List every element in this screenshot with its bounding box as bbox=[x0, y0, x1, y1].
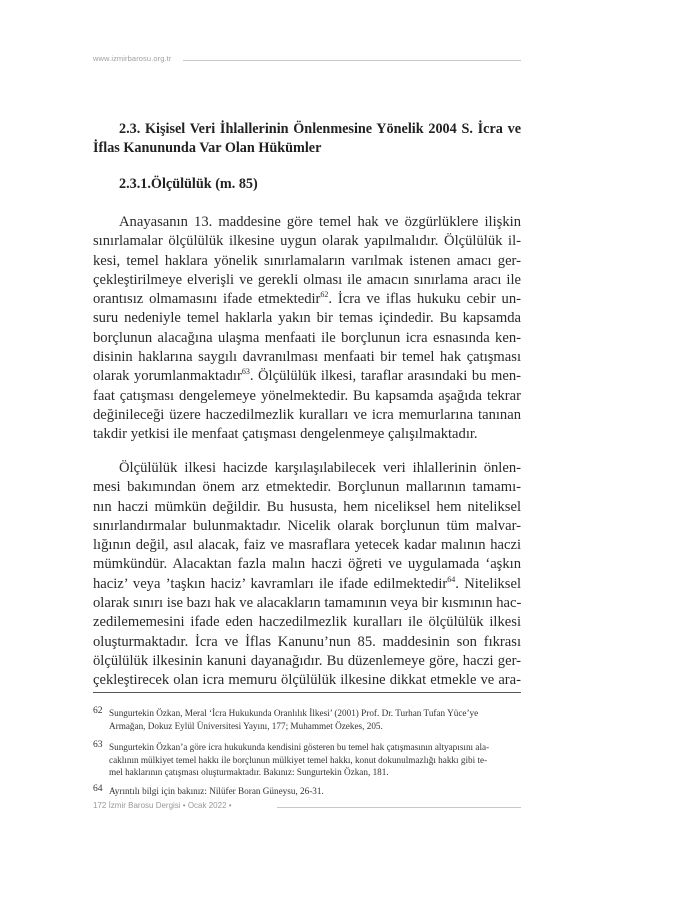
paragraph-line: olarak sınırı ise bazı hak ve alacakların tamamının veya bir kısmının hac- bbox=[93, 595, 522, 612]
line-part: olarak yorumlanmaktadır bbox=[93, 368, 242, 385]
footnote-ref-64[interactable]: 64 bbox=[447, 574, 456, 584]
paragraph-line: takdir yetkisi ile menfaat çatışması dengelenmeye çalışılmaktadır. bbox=[93, 426, 478, 443]
paragraph-line: nın haczi mümkün değildir. Bu hususta, hem niceliksel hem niteliksel bbox=[93, 498, 521, 515]
footnote-62 bbox=[93, 707, 521, 732]
header-rule bbox=[183, 60, 521, 61]
line-part: . Niteliksel bbox=[455, 575, 522, 592]
paragraph-line: Anayasanın 13. maddesine göre temel hak ve özgürlüklere ilişkin bbox=[119, 214, 521, 230]
paragraph-line: suru nedeniyle temel haklarla yakın bir temas içindedir. Bu kapsamda bbox=[93, 310, 521, 327]
footnote-number: 64 bbox=[93, 783, 103, 794]
paragraph-line: disinin haklarına saygılı davranılması menfaati bir temel hak çatışması bbox=[93, 349, 521, 366]
paragraph-line bbox=[93, 367, 521, 386]
footer-rule bbox=[277, 807, 521, 808]
paragraph-line: zedilememesini ifade eden haczedilmezlik kuralları ile ölçülülük ilkesi bbox=[93, 614, 521, 631]
section-heading-2-3: 2.3. Kişisel Veri İhlallerinin Önlenmesine Yönelik 2004 S. İcra ve İflas Kanununda Var Olan Hükümler bbox=[93, 121, 521, 156]
line-part: haciz’ veya ’taşkın haciz’ kavramları ile ifade edilmektedir bbox=[93, 575, 448, 592]
footnote-63 bbox=[93, 741, 521, 779]
paragraph-line bbox=[93, 290, 521, 309]
page-footer bbox=[93, 801, 521, 813]
paragraph-line: faat çatışması dengelemeye yönelmektedir. Bu kapsamda aşağıda tekrar bbox=[93, 387, 521, 404]
footnote-line: caklının mülkiyet temel hakkı ile borçlunun mülkiyet temel hakkı, konut dokunulmazlığı hakkı gibi te- bbox=[109, 754, 488, 765]
footnote-line: mel haklarının çatışması oluşturmaktadır. Bakınız: Sungurtekin Özkan, 181. bbox=[109, 767, 389, 778]
paragraph-line bbox=[93, 575, 521, 594]
footnote-line: Ayrıntılı bilgi için bakınız: Nilüfer Boran Güneysu, 26-31. bbox=[109, 786, 324, 796]
paragraph-line: lığının değil, asıl alacak, faiz ve masraflara yetecek kadar malının haczi bbox=[93, 537, 521, 554]
footnote-line: Armağan, Dokuz Eylül Üniversitesi Yayını, 177; Muhammet Özekes, 205. bbox=[109, 720, 383, 731]
paragraph-2 bbox=[93, 459, 521, 691]
line-part: . Ölçülülük ilkesi, taraflar arasındaki bu men- bbox=[249, 368, 521, 385]
footnote-number: 62 bbox=[93, 705, 103, 716]
paragraph-line: sınırlamalar ölçülülük ilkesine uygun olarak yapılmalıdır. Ölçülülük il- bbox=[93, 233, 521, 250]
footnote-line: Sungurtekin Özkan’a göre icra hukukunda kendisini gösteren bu temel hak çatışmasının altyapısını ala- bbox=[109, 742, 490, 752]
footnote-line: Sungurtekin Özkan, Meral ‘İcra Hukukunda Oranlılık İlkesi’ (2001) Prof. Dr. Turhan Tufan Yüce’ye bbox=[109, 708, 479, 718]
footnote-ref-63[interactable]: 63 bbox=[241, 367, 250, 377]
footnote-number: 63 bbox=[93, 739, 103, 750]
paragraph-line: kesi, temel haklara yönelik sınırlamaların varılmak istenen amacı ger- bbox=[93, 252, 521, 269]
footnote-64 bbox=[93, 785, 521, 798]
line-part: orantısız olmamasını ifade etmektedir bbox=[93, 291, 321, 308]
paragraph-line: oluşturmaktadır. İcra ve İflas Kanunu’nun 85. maddesinin son fıkrası bbox=[93, 633, 521, 650]
paragraph-line: çekleştirecek olan icra memuru ölçülülük ilkesine dikkat etmekle ve ara- bbox=[93, 672, 521, 689]
paragraph-line: değinileceği üzere haczedilmezlik kuralları ve icra memurlarına tanınan bbox=[93, 406, 521, 423]
paragraph-line: sınırlandırmalar bulunmaktadır. Nicelik olarak borçlunun tüm malvar- bbox=[93, 517, 521, 534]
paragraph-line: Ölçülülük ilkesi hacizde karşılaşılabilecek veri ihlallerinin önlen- bbox=[119, 460, 521, 476]
paragraph-1 bbox=[93, 213, 521, 445]
paragraph-line: mesi bakımından önem arz etmektedir. Borçlunun mallarının tamamı- bbox=[93, 479, 521, 496]
footnote-text bbox=[109, 741, 521, 779]
subsection-heading-2-3-1: 2.3.1.Ölçülülük (m. 85) bbox=[119, 176, 258, 192]
paragraph-line: mümkündür. Alacaktan fazla malın haczi öğreti ve uygulamada ‘aşkın bbox=[93, 556, 521, 573]
footer-page-info: 172 İzmir Barosu Dergisi • Ocak 2022 • bbox=[93, 801, 232, 810]
line-part: . İcra ve iflas hukuku cebir un- bbox=[328, 291, 522, 308]
paragraph-line: borçlunun alacağına ulaşma menfaati ile borçlunun icra esnasında ken- bbox=[93, 329, 521, 346]
paragraph-line: çekleştirilmeye elverişli ve gerekli olması ile amacın sınırlama aracı ile bbox=[93, 271, 521, 288]
page-header bbox=[93, 54, 521, 66]
paragraph-line: ölçülülük ilkesinin kanuni dayanağıdır. Bu düzenlemeye göre, haczi ger- bbox=[93, 652, 521, 669]
footnote-ref-62[interactable]: 62 bbox=[320, 290, 329, 300]
footnote-separator bbox=[93, 692, 521, 693]
footnote-text bbox=[109, 785, 521, 798]
footnote-text bbox=[109, 707, 521, 732]
header-url: www.izmirbarosu.org.tr bbox=[93, 54, 172, 63]
